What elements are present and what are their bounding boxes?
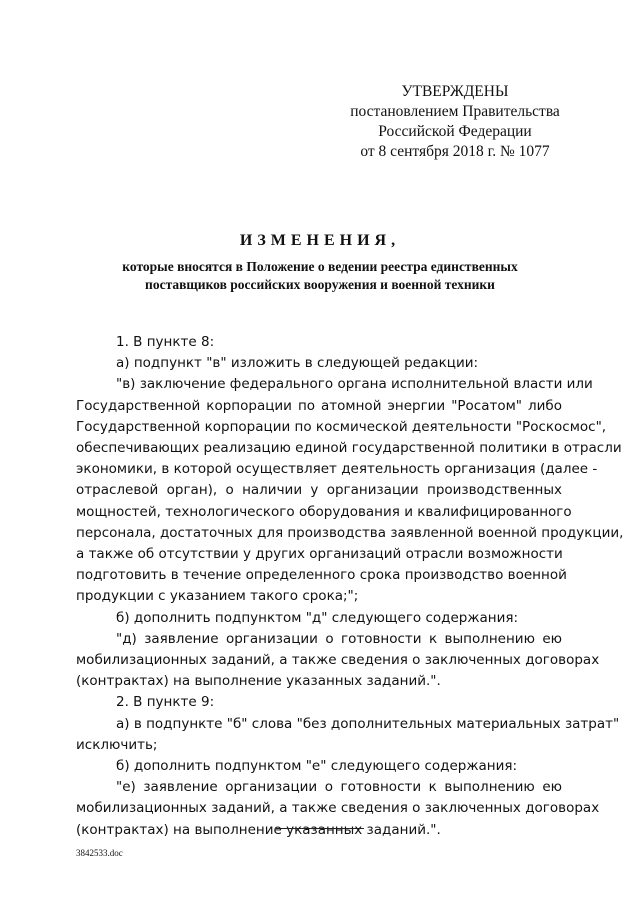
subtitle-line: которые вносятся в Положение о ведении реестра единственных (122, 259, 518, 274)
paragraph-subitem-b: б) дополнить подпунктом "е" следующего содержания: (116, 758, 518, 775)
paragraph-item-2: 2. В пункте 9: (116, 694, 215, 711)
text-line: (контрактах) на выполнение указанных заданий.". (76, 821, 441, 838)
subtitle-line: поставщиков российских вооружения и военной техники (145, 277, 495, 292)
text-line: "в) заключение федерального органа исполнительной власти или (116, 376, 593, 393)
text-line: обеспечивающих реализацию единой государственной политики в отрасли (76, 440, 622, 457)
document-title: ИЗМЕНЕНИЯ, (239, 232, 401, 249)
text-line: исключить; (76, 736, 158, 753)
approval-resolution: постановлением Правительства (350, 103, 560, 120)
text-line: Государственной корпорации по космической деятельности "Роскосмос", (76, 418, 607, 435)
text-line: мобилизационных заданий, а также сведения о заключенных договорах (76, 800, 600, 817)
paragraph-item-1: 1. В пункте 8: (116, 334, 215, 350)
end-divider (276, 828, 364, 829)
approval-date-number: от 8 сентября 2018 г. № 1077 (360, 143, 550, 160)
text-line: "е) заявление организации о готовности к выполнению ею (116, 779, 562, 796)
text-line: мобилизационных заданий, а также сведения о заключенных договорах (76, 652, 600, 669)
text-line: Государственной корпорации по атомной энергии "Росатом" либо (76, 397, 562, 414)
text-line: экономики, в которой осуществляет деятельность организация (далее - (76, 461, 598, 478)
text-line: подготовить в течение определенного срока производство военной (76, 567, 567, 584)
paragraph-subitem-a: а) в подпункте "б" слова "без дополнительных материальных затрат" (116, 715, 620, 732)
text-line: мощностей, технологического оборудования и квалифицированного (76, 503, 572, 520)
paragraph-subitem-b: б) дополнить подпунктом "д" следующего содержания: (116, 609, 519, 626)
approval-authority: Российской Федерации (378, 123, 532, 140)
text-line: персонала, достаточных для производства заявленной военной продукции, (76, 524, 624, 541)
text-line: (контрактах) на выполнение указанных заданий.". (76, 673, 441, 690)
text-line: отраслевой орган), о наличии у организации производственных (76, 482, 562, 499)
text-line: а также об отсутствии у других организаций отрасли возможности (76, 546, 563, 563)
document-subtitle (60, 258, 580, 294)
text-line: "д) заявление организации о готовности к выполнению ею (116, 630, 562, 647)
approval-heading: УТВЕРЖДЕНЫ (401, 83, 509, 100)
text-line: продукции с указанием такого срока;"; (76, 588, 359, 605)
document-body (76, 332, 624, 841)
approval-block (330, 82, 580, 162)
file-reference: 3842533.doc (76, 848, 123, 858)
paragraph-subitem-a: а) подпункт "в" изложить в следующей редакции: (116, 355, 479, 372)
